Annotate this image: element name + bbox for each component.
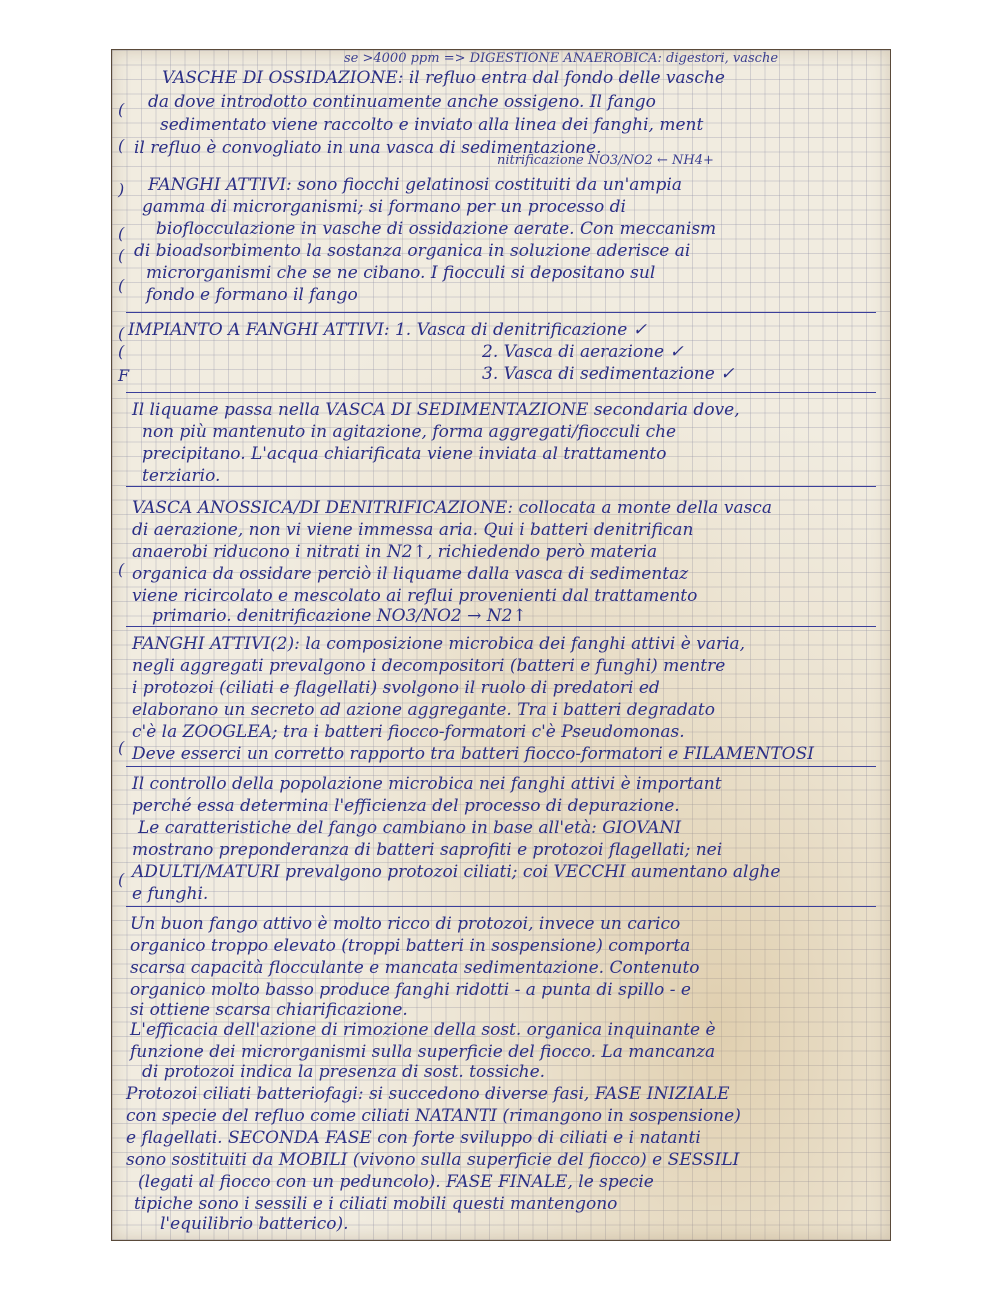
margin-mark: ( [118,100,125,119]
text-line: elaborano un secreto ad azione aggregante. Tra i batteri degradato [132,700,715,720]
section-divider [126,392,876,393]
text-line: IMPIANTO A FANGHI ATTIVI: 1. Vasca di denitrificazione ✓ [128,320,647,340]
text-line: l'equilibrio batterico). [160,1214,349,1234]
text-line: Un buon fango attivo è molto ricco di protozoi, invece un carico [130,914,681,934]
text-line: c'è la ZOOGLEA; tra i batteri fiocco-formatori c'è Pseudomonas. [132,722,685,742]
notebook-page [112,50,890,1240]
text-line: L'efficacia dell'azione di rimozione della sost. organica inquinante è [130,1020,716,1040]
text-line: Deve esserci un corretto rapporto tra batteri fiocco-formatori e FILAMENTOSI [132,744,814,764]
section-divider [126,766,876,767]
text-line: microrganismi che se ne cibano. I fiocculi si depositano sul [146,263,656,283]
text-line: e flagellati. SECONDA FASE con forte sviluppo di ciliati e i natanti [126,1128,701,1148]
text-line: di aerazione, non vi viene immessa aria. Qui i batteri denitrifican [132,520,694,540]
text-line: da dove introdotto continuamente anche ossigeno. Il fango [148,92,656,112]
text-line: e funghi. [132,884,209,904]
text-line: VASCA ANOSSICA/DI DENITRIFICAZIONE: collocata a monte della vasca [132,498,772,518]
text-line: FANGHI ATTIVI: sono fiocchi gelatinosi costituiti da un'ampia [148,175,682,195]
text-line: di bioadsorbimento la sostanza organica in soluzione aderisce ai [134,241,691,261]
text-line: organico troppo elevato (troppi batteri in sospensione) comporta [130,936,691,956]
text-line: VASCHE DI OSSIDAZIONE: il refluo entra dal fondo delle vasche [162,68,725,88]
text-line: 2. Vasca di aerazione ✓ [482,342,684,362]
text-line: il refluo è convogliato in una vasca di sedimentazione. [134,138,602,158]
text-line: perché essa determina l'efficienza del processo di depurazione. [132,796,680,816]
margin-mark: ( [118,870,125,889]
text-line: FANGHI ATTIVI(2): la composizione microbica dei fanghi attivi è varia, [132,634,746,654]
margin-mark: ) [118,180,125,199]
text-line: gamma di microrganismi; si formano per un processo di [142,197,626,217]
nitrification-note: nitrificazione NO3/NO2 ← NH4+ [497,153,714,168]
text-line: funzione dei microrganismi sulla superficie del fiocco. La mancanza [130,1042,716,1062]
text-line: non più mantenuto in agitazione, forma aggregati/fiocculi che [142,422,677,442]
margin-mark: ( [118,560,125,579]
margin-mark: ( [118,276,125,295]
margin-mark: ( [118,136,125,155]
margin-mark: ( [118,738,125,757]
text-line: ADULTI/MATURI prevalgono protozoi ciliati; coi VECCHI aumentano alghe [132,862,781,882]
text-line: di protozoi indica la presenza di sost. tossiche. [142,1062,546,1082]
text-line: (legati al fiocco con un peduncolo). FASE FINALE, le specie [138,1172,654,1192]
margin-mark: ( [118,324,125,343]
text-line: mostrano preponderanza di batteri saprofiti e protozoi flagellati; nei [132,840,723,860]
text-line: anaerobi riducono i nitrati in N2↑, richiedendo però materia [132,542,658,562]
text-line: Le caratteristiche del fango cambiano in base all'età: GIOVANI [138,818,682,838]
text-line: 3. Vasca di sedimentazione ✓ [482,364,735,384]
text-line: precipitano. L'acqua chiarificata viene inviata al trattamento [142,444,667,464]
text-line: con specie del refluo come ciliati NATANTI (rimangono in sospensione) [126,1106,741,1126]
text-line: organica da ossidare perciò il liquame dalla vasca di sedimentaz [132,564,689,584]
text-line: organico molto basso produce fanghi ridotti - a punta di spillo - e [130,980,691,1000]
margin-mark: ( [118,246,125,265]
margin-mark: F [118,366,130,385]
section-divider [126,626,876,627]
text-line: scarsa capacità flocculante e mancata sedimentazione. Contenuto [130,958,700,978]
text-line: tipiche sono i sessili e i ciliati mobili questi mantengono [134,1194,618,1214]
text-line: i protozoi (ciliati e flagellati) svolgono il ruolo di predatori ed [132,678,660,698]
margin-mark: ( [118,224,125,243]
text-line: sedimentato viene raccolto e inviato alla linea dei fanghi, ment [160,115,704,135]
margin-mark: ( [118,342,125,361]
text-line: Il liquame passa nella VASCA DI SEDIMENTAZIONE secondaria dove, [132,400,740,420]
text-line: negli aggregati prevalgono i decompositori (batteri e funghi) mentre [132,656,726,676]
text-line: Il controllo della popolazione microbica nei fanghi attivi è important [132,774,722,794]
text-line: viene ricircolato e mescolato ai reflui provenienti dal trattamento [132,586,698,606]
section-divider [126,906,876,907]
top-note: se >4000 ppm => DIGESTIONE ANAEROBICA: digestori, vasche [344,51,779,66]
text-line: bioflocculazione in vasche di ossidazione aerate. Con meccanism [156,219,717,239]
text-line: Protozoi ciliati batteriofagi: si succedono diverse fasi, FASE INIZIALE [126,1084,730,1104]
text-line: si ottiene scarsa chiarificazione. [130,1000,408,1020]
text-line: fondo e formano il fango [146,285,358,305]
text-line: terziario. [142,466,221,486]
section-divider [126,486,876,487]
text-line: primario. denitrificazione NO3/NO2 → N2↑ [152,606,527,626]
section-divider [126,312,876,313]
text-line: sono sostituiti da MOBILI (vivono sulla superficie del fiocco) e SESSILI [126,1150,740,1170]
